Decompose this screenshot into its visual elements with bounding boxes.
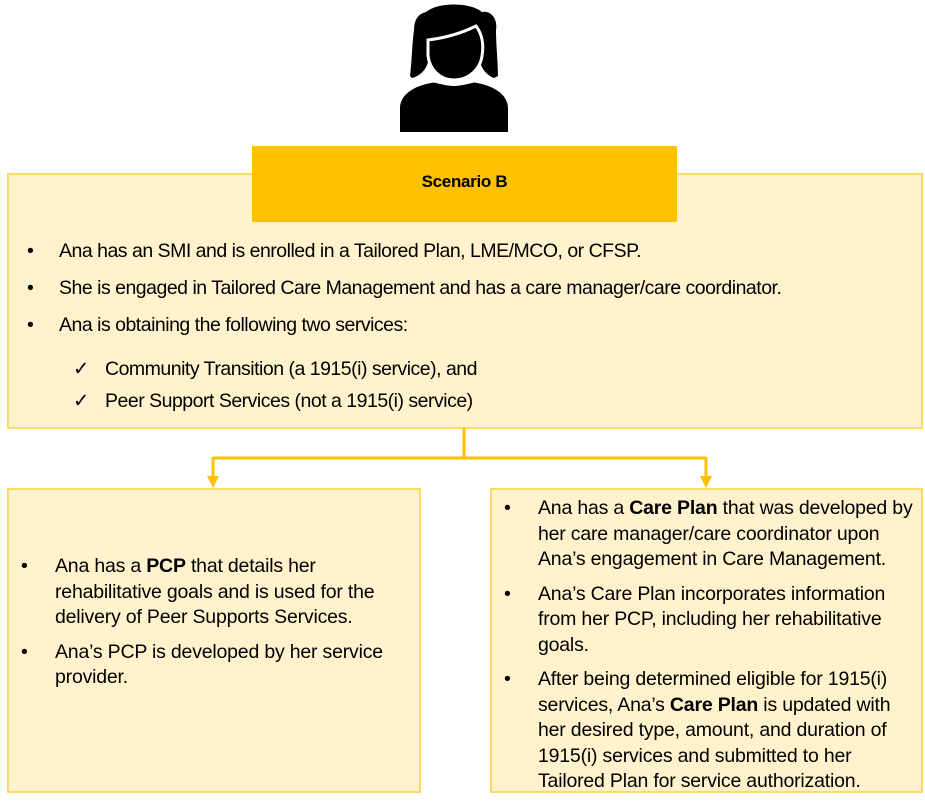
- care-plan-bullets: [496, 496, 921, 804]
- care-plan-bullet: • Ana’s Care Plan incorporates information from her PCP, including her rehabilitative goals.: [504, 582, 886, 656]
- care-plan-bullet: • Ana has a Care Plan that was developed by her care manager/care coordinator upon Ana’s engagement in Care Management.: [504, 497, 913, 570]
- bullet-icon: •: [27, 240, 34, 262]
- scenario-header: [252, 146, 677, 222]
- pcp-bullet: • Ana has a PCP that details her rehabilitative goals and is used for the delivery of Peer Supports Services.: [21, 555, 375, 628]
- checkmark-icon: ✓: [73, 358, 89, 380]
- scenario-bullet: • Ana is obtaining the following two services:: [27, 314, 408, 336]
- bullet-icon: •: [504, 497, 511, 519]
- care-plan-bullet: • After being determined eligible for 1915(i) services, Ana’s Care Plan is updated with her desired type, amount, and duration of 1915(i) services and submitted to her Tailored Plan for service authorization.: [504, 668, 891, 792]
- bullet-icon: •: [21, 640, 28, 663]
- scenario-bullet: • Ana has an SMI and is enrolled in a Tailored Plan, LME/MCO, or CFSP.: [27, 240, 642, 262]
- scenario-box: • Ana has an SMI and is enrolled in a Tailored Plan, LME/MCO, or CFSP. • She is engaged in Tailored Care Management and has a care manager/care coordinator. • Ana is obtaining the following two services: ✓ Community Transition (a 1915(i) service), and ✓ Peer Support Services (not a 1915(i) service): [7, 173, 923, 429]
- care-plan-panel: [490, 488, 923, 793]
- bullet-icon: •: [504, 582, 511, 605]
- scenario-bullets: [21, 239, 781, 337]
- pcp-bullets: [13, 554, 413, 700]
- scenario-title: Scenario B: [421, 171, 508, 191]
- arrow-down-icon: [700, 476, 712, 488]
- scenario-bullet: • She is engaged in Tailored Care Management and has a care manager/care coordinator.: [27, 277, 782, 299]
- woman-user-icon: [398, 4, 510, 132]
- arrow-down-icon: [207, 476, 219, 488]
- bullet-icon: •: [21, 555, 28, 577]
- pcp-panel: [7, 488, 421, 793]
- pcp-bullet: • Ana’s PCP is developed by her service provider.: [21, 640, 383, 688]
- bullet-icon: •: [504, 668, 511, 690]
- checkmark-icon: ✓: [73, 390, 89, 412]
- bullet-icon: •: [27, 277, 34, 299]
- bullet-icon: •: [27, 314, 34, 336]
